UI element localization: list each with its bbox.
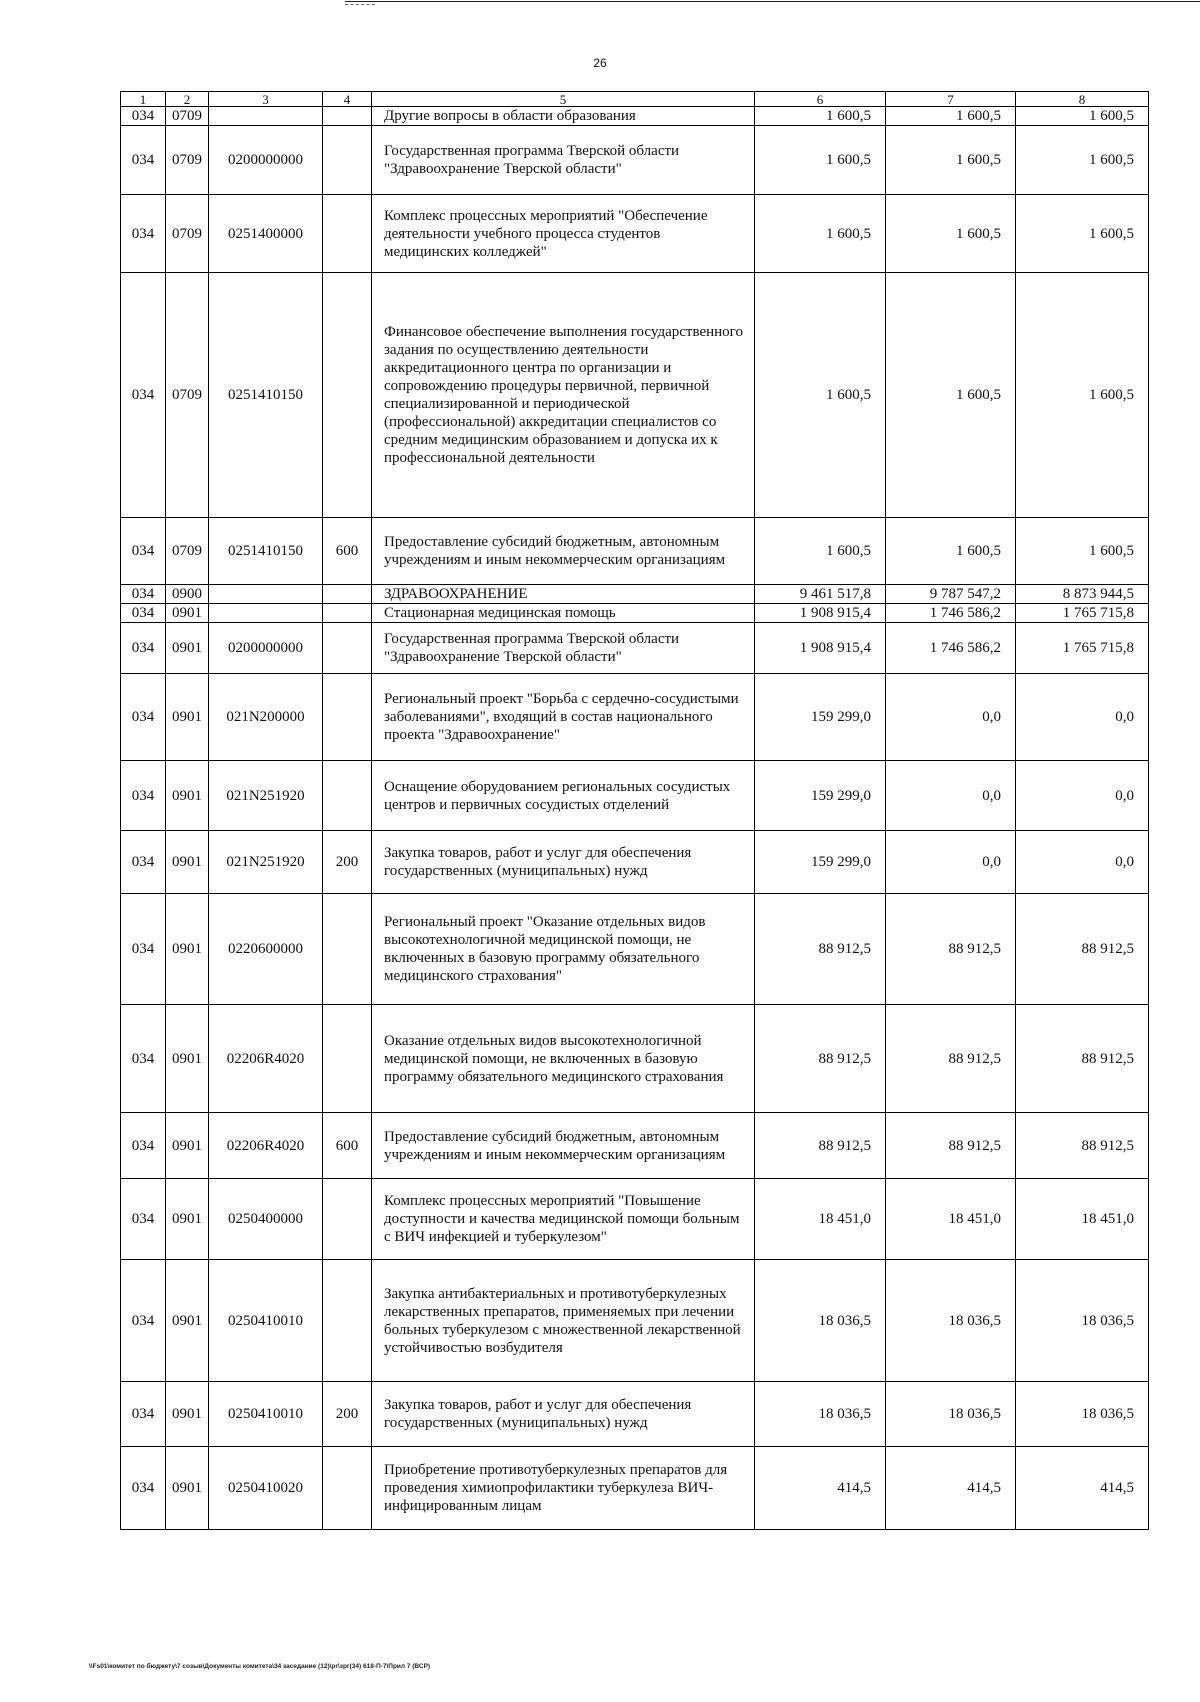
row-cell-ministry: 034 — [121, 1260, 166, 1382]
row-cell-amount-col8: 1 600,5 — [1016, 195, 1149, 273]
row-cell-expense-type — [323, 1179, 372, 1260]
row-cell-amount-col7: 0,0 — [886, 674, 1016, 761]
header-col-1: 1 — [121, 92, 166, 107]
table-row — [121, 107, 1149, 126]
row-cell-expense-type — [323, 1447, 372, 1530]
row-cell-expense-type — [323, 604, 372, 623]
row-cell-target-article: 0251410150 — [209, 518, 323, 585]
row-cell-name: Региональный проект "Оказание отдельных видов высокотехнологичной медицинской помощи, не включенных в базовую программу обязательного медицинского страхования" — [372, 894, 755, 1005]
table-row — [121, 126, 1149, 195]
row-cell-amount-col7: 1 746 586,2 — [886, 604, 1016, 623]
row-cell-ministry: 034 — [121, 107, 166, 126]
row-cell-amount-col8: 1 765 715,8 — [1016, 604, 1149, 623]
header-col-3: 3 — [209, 92, 323, 107]
table-row — [121, 1447, 1149, 1530]
row-cell-amount-col7: 0,0 — [886, 831, 1016, 894]
row-cell-section: 0709 — [166, 126, 209, 195]
row-cell-section: 0901 — [166, 1382, 209, 1447]
table-row — [121, 604, 1149, 623]
table-row — [121, 674, 1149, 761]
row-cell-expense-type — [323, 674, 372, 761]
row-cell-name: Стационарная медицинская помощь — [372, 604, 755, 623]
row-cell-target-article: 021N251920 — [209, 831, 323, 894]
row-cell-ministry: 034 — [121, 195, 166, 273]
row-cell-amount-col7: 1 600,5 — [886, 126, 1016, 195]
header-col-5: 5 — [372, 92, 755, 107]
row-cell-section: 0900 — [166, 585, 209, 604]
row-cell-target-article: 021N200000 — [209, 674, 323, 761]
row-cell-name: ЗДРАВООХРАНЕНИЕ — [372, 585, 755, 604]
table-row — [121, 894, 1149, 1005]
table-header-row — [121, 92, 1149, 107]
row-cell-amount-col6: 18 036,5 — [755, 1382, 886, 1447]
row-cell-amount-col6: 159 299,0 — [755, 674, 886, 761]
row-cell-amount-col6: 1 908 915,4 — [755, 623, 886, 674]
table-row — [121, 761, 1149, 831]
row-cell-amount-col7: 1 600,5 — [886, 107, 1016, 126]
row-cell-amount-col6: 414,5 — [755, 1447, 886, 1530]
row-cell-amount-col7: 1 600,5 — [886, 518, 1016, 585]
row-cell-amount-col7: 88 912,5 — [886, 894, 1016, 1005]
row-cell-amount-col6: 18 451,0 — [755, 1179, 886, 1260]
row-cell-ministry: 034 — [121, 1005, 166, 1113]
row-cell-name: Закупка антибактериальных и противотуберкулезных лекарственных препаратов, применяемых при лечении больных туберкулезом с множественной лекарственной устойчивостью возбудителя — [372, 1260, 755, 1382]
row-cell-section: 0709 — [166, 273, 209, 518]
row-cell-amount-col8: 414,5 — [1016, 1447, 1149, 1530]
row-cell-ministry: 034 — [121, 623, 166, 674]
row-cell-amount-col8: 1 600,5 — [1016, 518, 1149, 585]
row-cell-amount-col8: 1 600,5 — [1016, 107, 1149, 126]
row-cell-amount-col7: 18 036,5 — [886, 1260, 1016, 1382]
row-cell-expense-type — [323, 623, 372, 674]
row-cell-amount-col8: 88 912,5 — [1016, 1113, 1149, 1179]
budget-table — [120, 91, 1149, 1530]
page-number: 26 — [593, 56, 607, 70]
row-cell-section: 0901 — [166, 674, 209, 761]
row-cell-ministry: 034 — [121, 831, 166, 894]
row-cell-amount-col6: 88 912,5 — [755, 1005, 886, 1113]
table-row — [121, 518, 1149, 585]
row-cell-amount-col6: 1 600,5 — [755, 107, 886, 126]
row-cell-ministry: 034 — [121, 1447, 166, 1530]
row-cell-expense-type — [323, 126, 372, 195]
row-cell-amount-col6: 159 299,0 — [755, 761, 886, 831]
row-cell-amount-col8: 0,0 — [1016, 761, 1149, 831]
row-cell-amount-col6: 88 912,5 — [755, 894, 886, 1005]
row-cell-amount-col8: 1 765 715,8 — [1016, 623, 1149, 674]
row-cell-name: Финансовое обеспечение выполнения государственного задания по осуществлению деятельности аккредитационного центра по организации и сопровождению процедуры первичной, первичной специализированной и периодической (профессиональной) аккредитации специалистов со средним медицинским образованием и допуска их к профессиональной деятельности — [372, 273, 755, 518]
row-cell-amount-col8: 18 036,5 — [1016, 1382, 1149, 1447]
row-cell-name: Закупка товаров, работ и услуг для обеспечения государственных (муниципальных) нужд — [372, 831, 755, 894]
row-cell-amount-col7: 1 600,5 — [886, 195, 1016, 273]
row-cell-target-article: 0251400000 — [209, 195, 323, 273]
row-cell-section: 0901 — [166, 1005, 209, 1113]
row-cell-section: 0709 — [166, 195, 209, 273]
top-border-line — [345, 1, 1200, 2]
table-row — [121, 1260, 1149, 1382]
table-row — [121, 585, 1149, 604]
row-cell-section: 0709 — [166, 518, 209, 585]
row-cell-amount-col7: 18 451,0 — [886, 1179, 1016, 1260]
row-cell-amount-col6: 18 036,5 — [755, 1260, 886, 1382]
row-cell-expense-type: 200 — [323, 831, 372, 894]
row-cell-name: Закупка товаров, работ и услуг для обеспечения государственных (муниципальных) нужд — [372, 1382, 755, 1447]
table-row — [121, 195, 1149, 273]
row-cell-expense-type — [323, 273, 372, 518]
row-cell-amount-col6: 1 600,5 — [755, 518, 886, 585]
top-dashed-mark — [345, 4, 375, 5]
table-row — [121, 831, 1149, 894]
table-row — [121, 1113, 1149, 1179]
row-cell-ministry: 034 — [121, 1179, 166, 1260]
row-cell-name: Государственная программа Тверской области "Здравоохранение Тверской области" — [372, 126, 755, 195]
row-cell-amount-col6: 9 461 517,8 — [755, 585, 886, 604]
row-cell-target-article: 021N251920 — [209, 761, 323, 831]
row-cell-name: Приобретение противотуберкулезных препаратов для проведения химиопрофилактики туберкулеза ВИЧ-инфицированным лицам — [372, 1447, 755, 1530]
row-cell-target-article — [209, 107, 323, 126]
row-cell-section: 0901 — [166, 1179, 209, 1260]
row-cell-amount-col7: 88 912,5 — [886, 1113, 1016, 1179]
row-cell-name: Оказание отдельных видов высокотехнологичной медицинской помощи, не включенных в базовую программу обязательного медицинского страхования — [372, 1005, 755, 1113]
table-row — [121, 1382, 1149, 1447]
row-cell-target-article: 02206R4020 — [209, 1113, 323, 1179]
row-cell-amount-col7: 9 787 547,2 — [886, 585, 1016, 604]
row-cell-amount-col6: 1 600,5 — [755, 273, 886, 518]
row-cell-target-article: 0250410020 — [209, 1447, 323, 1530]
header-col-8: 8 — [1016, 92, 1149, 107]
footer-file-path: \\Fs01\комитет по бюджету\7 созыв\Документы комитета\34 заседание (12)\pr\зрг(34) 618-П-7\Прил 7 (ВСР) — [89, 1663, 431, 1670]
row-cell-amount-col8: 0,0 — [1016, 674, 1149, 761]
row-cell-name: Предоставление субсидий бюджетным, автономным учреждениям и иным некоммерческим организациям — [372, 1113, 755, 1179]
row-cell-amount-col8: 1 600,5 — [1016, 273, 1149, 518]
header-col-2: 2 — [166, 92, 209, 107]
row-cell-amount-col8: 1 600,5 — [1016, 126, 1149, 195]
row-cell-amount-col6: 88 912,5 — [755, 1113, 886, 1179]
row-cell-section: 0901 — [166, 623, 209, 674]
row-cell-section: 0901 — [166, 604, 209, 623]
row-cell-section: 0901 — [166, 1260, 209, 1382]
row-cell-expense-type — [323, 107, 372, 126]
row-cell-amount-col8: 88 912,5 — [1016, 894, 1149, 1005]
row-cell-name: Государственная программа Тверской области "Здравоохранение Тверской области" — [372, 623, 755, 674]
row-cell-target-article: 0200000000 — [209, 623, 323, 674]
row-cell-ministry: 034 — [121, 273, 166, 518]
table-row — [121, 623, 1149, 674]
row-cell-target-article: 0250410010 — [209, 1382, 323, 1447]
row-cell-amount-col8: 18 451,0 — [1016, 1179, 1149, 1260]
row-cell-amount-col7: 414,5 — [886, 1447, 1016, 1530]
row-cell-expense-type: 200 — [323, 1382, 372, 1447]
row-cell-ministry: 034 — [121, 126, 166, 195]
row-cell-target-article — [209, 604, 323, 623]
row-cell-ministry: 034 — [121, 894, 166, 1005]
row-cell-amount-col8: 8 873 944,5 — [1016, 585, 1149, 604]
table-row — [121, 273, 1149, 518]
row-cell-target-article: 0200000000 — [209, 126, 323, 195]
row-cell-amount-col6: 159 299,0 — [755, 831, 886, 894]
row-cell-amount-col6: 1 600,5 — [755, 195, 886, 273]
header-col-6: 6 — [755, 92, 886, 107]
row-cell-section: 0901 — [166, 761, 209, 831]
row-cell-amount-col8: 0,0 — [1016, 831, 1149, 894]
header-col-7: 7 — [886, 92, 1016, 107]
row-cell-amount-col8: 88 912,5 — [1016, 1005, 1149, 1113]
row-cell-expense-type — [323, 1260, 372, 1382]
table-row — [121, 1179, 1149, 1260]
row-cell-expense-type — [323, 894, 372, 1005]
row-cell-name: Комплекс процессных мероприятий "Повышение доступности и качества медицинской помощи больным с ВИЧ инфекцией и туберкулезом" — [372, 1179, 755, 1260]
table-row — [121, 1005, 1149, 1113]
row-cell-name: Региональный проект "Борьба с сердечно-сосудистыми заболеваниями", входящий в состав национального проекта "Здравоохранение" — [372, 674, 755, 761]
row-cell-target-article: 02206R4020 — [209, 1005, 323, 1113]
row-cell-ministry: 034 — [121, 674, 166, 761]
row-cell-name: Предоставление субсидий бюджетным, автономным учреждениям и иным некоммерческим организациям — [372, 518, 755, 585]
row-cell-expense-type — [323, 1005, 372, 1113]
row-cell-expense-type — [323, 585, 372, 604]
row-cell-expense-type — [323, 761, 372, 831]
row-cell-amount-col7: 0,0 — [886, 761, 1016, 831]
row-cell-amount-col6: 1 600,5 — [755, 126, 886, 195]
row-cell-amount-col7: 18 036,5 — [886, 1382, 1016, 1447]
row-cell-amount-col8: 18 036,5 — [1016, 1260, 1149, 1382]
row-cell-target-article: 0250400000 — [209, 1179, 323, 1260]
row-cell-section: 0709 — [166, 107, 209, 126]
row-cell-target-article: 0251410150 — [209, 273, 323, 518]
row-cell-target-article — [209, 585, 323, 604]
row-cell-ministry: 034 — [121, 761, 166, 831]
row-cell-target-article: 0250410010 — [209, 1260, 323, 1382]
row-cell-expense-type — [323, 195, 372, 273]
row-cell-amount-col7: 1 746 586,2 — [886, 623, 1016, 674]
row-cell-section: 0901 — [166, 1113, 209, 1179]
row-cell-name: Комплекс процессных мероприятий "Обеспечение деятельности учебного процесса студентов медицинских колледжей" — [372, 195, 755, 273]
row-cell-amount-col7: 1 600,5 — [886, 273, 1016, 518]
row-cell-ministry: 034 — [121, 518, 166, 585]
row-cell-ministry: 034 — [121, 1382, 166, 1447]
row-cell-ministry: 034 — [121, 1113, 166, 1179]
header-col-4: 4 — [323, 92, 372, 107]
row-cell-ministry: 034 — [121, 585, 166, 604]
row-cell-amount-col6: 1 908 915,4 — [755, 604, 886, 623]
row-cell-target-article: 0220600000 — [209, 894, 323, 1005]
row-cell-expense-type: 600 — [323, 518, 372, 585]
row-cell-expense-type: 600 — [323, 1113, 372, 1179]
row-cell-name: Оснащение оборудованием региональных сосудистых центров и первичных сосудистых отделений — [372, 761, 755, 831]
row-cell-ministry: 034 — [121, 604, 166, 623]
row-cell-section: 0901 — [166, 1447, 209, 1530]
row-cell-section: 0901 — [166, 894, 209, 1005]
row-cell-amount-col7: 88 912,5 — [886, 1005, 1016, 1113]
row-cell-name: Другие вопросы в области образования — [372, 107, 755, 126]
row-cell-section: 0901 — [166, 831, 209, 894]
